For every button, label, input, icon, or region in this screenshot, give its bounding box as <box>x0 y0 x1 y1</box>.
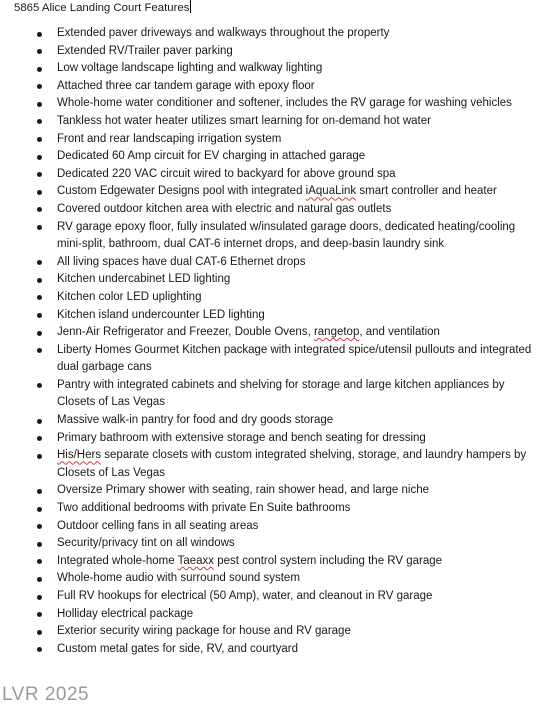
feature-item <box>0 271 546 289</box>
spellcheck-flagged-word: iAquaLink <box>305 185 357 198</box>
feature-text-segment: Kitchen undercabinet LED lighting <box>57 273 231 286</box>
feature-list <box>0 25 546 658</box>
feature-item <box>0 641 546 659</box>
feature-text <box>57 25 540 43</box>
feature-text <box>57 95 540 113</box>
bullet-icon <box>37 348 42 353</box>
feature-text <box>57 641 540 659</box>
bullet-icon <box>37 647 42 652</box>
feature-item <box>0 60 546 78</box>
feature-text <box>57 606 540 624</box>
feature-item <box>0 43 546 61</box>
bullet-icon <box>37 102 42 107</box>
feature-text-segment: Custom metal gates for side, RV, and courtyard <box>57 642 298 655</box>
text-cursor <box>190 0 191 13</box>
feature-text <box>57 342 540 377</box>
feature-text-segment: Front and rear landscaping irrigation system <box>57 132 282 145</box>
bullet-icon <box>37 207 42 212</box>
feature-text <box>57 271 540 289</box>
feature-text <box>57 447 540 482</box>
feature-text <box>57 482 540 500</box>
feature-text <box>57 113 540 131</box>
feature-item <box>0 25 546 43</box>
feature-text-segment: pest control system including the RV garage <box>214 554 443 567</box>
watermark: LVR 2025 <box>2 684 90 705</box>
feature-item <box>0 254 546 272</box>
feature-text <box>57 131 540 149</box>
feature-text-segment: Attached three car tandem garage with epoxy floor <box>57 79 315 92</box>
feature-item <box>0 289 546 307</box>
feature-item <box>0 78 546 96</box>
bullet-icon <box>37 190 42 195</box>
feature-text-segment: separate closets with custom integrated shelving, storage, and laundry hampers by Closets of Las Vegas <box>57 449 527 479</box>
feature-text-segment: Primary bathroom with extensive storage and bench seating for dressing <box>57 431 426 444</box>
feature-item <box>0 201 546 219</box>
bullet-icon <box>37 278 42 283</box>
feature-text-segment: Massive walk-in pantry for food and dry goods storage <box>57 414 334 427</box>
feature-text-segment: Liberty Homes Gourmet Kitchen package with integrated spice/utensil pullouts and integrated dual garbage cans <box>57 343 532 374</box>
feature-item <box>0 518 546 536</box>
feature-item <box>0 447 546 482</box>
feature-text <box>57 324 540 342</box>
feature-text-segment: Dedicated 60 Amp circuit for EV charging in attached garage <box>57 150 366 163</box>
bullet-icon <box>37 313 42 318</box>
feature-text <box>57 43 540 61</box>
feature-item <box>0 535 546 553</box>
feature-text-segment: RV garage epoxy floor, fully insulated w/insulated garage doors, dedicated heating/cooling mini-split, bathroom, dual CAT-6 internet drops, and deep-basin laundry sink <box>57 220 516 251</box>
feature-item <box>0 623 546 641</box>
feature-text-segment: Whole-home audio with surround sound system <box>57 572 300 585</box>
feature-text-segment: , and ventilation <box>359 326 440 339</box>
feature-item <box>0 553 546 571</box>
feature-item <box>0 377 546 412</box>
bullet-icon <box>37 84 42 89</box>
feature-text-segment: Kitchen color LED uplighting <box>57 290 202 303</box>
feature-text <box>57 553 540 571</box>
bullet-icon <box>37 559 42 564</box>
feature-item <box>0 342 546 377</box>
spellcheck-flagged-word: His/Hers <box>57 449 102 462</box>
feature-item <box>0 95 546 113</box>
feature-text <box>57 500 540 518</box>
feature-text-segment: All living spaces have dual CAT-6 Ethernet drops <box>57 255 306 268</box>
bullet-icon <box>37 507 42 512</box>
feature-text <box>57 60 540 78</box>
feature-item <box>0 500 546 518</box>
feature-text-segment: Outdoor celling fans in all seating areas <box>57 519 259 532</box>
feature-item <box>0 148 546 166</box>
feature-text-segment: Two additional bedrooms with private En Suite bathrooms <box>57 502 351 515</box>
feature-text <box>57 289 540 307</box>
bullet-icon <box>37 436 42 441</box>
bullet-icon <box>37 295 42 300</box>
bullet-icon <box>37 454 42 459</box>
feature-item <box>0 166 546 184</box>
feature-text-segment: Low voltage landscape lighting and walkway lighting <box>57 62 323 75</box>
bullet-icon <box>37 49 42 54</box>
bullet-icon <box>37 225 42 230</box>
feature-text-segment: Dedicated 220 VAC circuit wired to backyard for above ground spa <box>57 167 396 180</box>
feature-text-segment: Security/privacy tint on all windows <box>57 537 235 550</box>
feature-text <box>57 412 540 430</box>
feature-text <box>57 219 540 254</box>
bullet-icon <box>37 119 42 124</box>
bullet-icon <box>37 419 42 424</box>
feature-text-segment: Oversize Primary shower with seating, rain shower head, and large niche <box>57 484 430 497</box>
feature-item <box>0 588 546 606</box>
feature-text <box>57 183 540 201</box>
feature-text <box>57 377 540 412</box>
bullet-icon <box>37 260 42 265</box>
feature-text-segment: Holliday electrical package <box>57 607 194 620</box>
bullet-icon <box>37 577 42 582</box>
feature-text-segment: Kitchen island undercounter LED lighting <box>57 308 265 321</box>
bullet-icon <box>37 630 42 635</box>
spellcheck-flagged-word: rangetop <box>313 326 360 339</box>
feature-text-segment: Extended paver driveways and walkways throughout the property <box>57 27 390 39</box>
bullet-icon <box>37 155 42 160</box>
feature-text-segment: Covered outdoor kitchen area with electric and natural gas outlets <box>57 202 392 215</box>
feature-item <box>0 570 546 588</box>
bullet-icon <box>37 489 42 494</box>
document-title <box>14 0 191 16</box>
feature-item <box>0 113 546 131</box>
bullet-icon <box>37 542 42 547</box>
feature-text <box>57 430 540 448</box>
feature-item <box>0 324 546 342</box>
bullet-icon <box>37 172 42 177</box>
feature-text <box>57 148 540 166</box>
feature-text <box>57 307 540 325</box>
feature-text-segment: Jenn-Air Refrigerator and Freezer, Double Ovens, <box>57 326 314 339</box>
bullet-icon <box>37 331 42 336</box>
feature-text-segment: smart controller and heater <box>356 185 497 198</box>
feature-item <box>0 307 546 325</box>
feature-text-segment: Whole-home water conditioner and softener, includes the RV garage for washing vehicles <box>57 97 512 110</box>
document-title-text: 5865 Alice Landing Court Features <box>14 2 190 14</box>
feature-text-segment: Full RV hookups for electrical (50 Amp), water, and cleanout in RV garage <box>57 590 433 602</box>
feature-text-segment: Extended RV/Trailer paver parking <box>57 44 233 57</box>
bullet-icon <box>37 595 42 600</box>
feature-item <box>0 412 546 430</box>
feature-text-segment: Pantry with integrated cabinets and shelving for storage and large kitchen appliances by Closets of Las Vegas <box>57 378 505 409</box>
feature-text-segment: Exterior security wiring package for house and RV garage <box>57 625 351 638</box>
feature-text <box>57 518 540 536</box>
feature-item <box>0 131 546 149</box>
bullet-icon <box>37 67 42 72</box>
feature-text <box>57 166 540 184</box>
feature-text <box>57 78 540 96</box>
feature-item <box>0 606 546 624</box>
feature-text-segment: Tankless hot water heater utilizes smart learning for on-demand hot water <box>57 114 431 127</box>
bullet-icon <box>37 612 42 617</box>
feature-item <box>0 430 546 448</box>
bullet-icon <box>37 524 42 529</box>
feature-text <box>57 535 540 553</box>
feature-text <box>57 201 540 219</box>
feature-text-segment: Integrated whole-home <box>57 554 178 567</box>
feature-text <box>57 570 540 588</box>
feature-item <box>0 219 546 254</box>
feature-text <box>57 623 540 641</box>
bullet-icon <box>37 137 42 142</box>
bullet-icon <box>37 383 42 388</box>
feature-text-segment: Custom Edgewater Designs pool with integrated <box>57 185 306 198</box>
feature-text <box>57 588 540 606</box>
feature-item <box>0 183 546 201</box>
spellcheck-flagged-word: Taeaxx <box>177 554 215 567</box>
feature-item <box>0 482 546 500</box>
feature-text <box>57 254 540 272</box>
bullet-icon <box>37 32 42 37</box>
